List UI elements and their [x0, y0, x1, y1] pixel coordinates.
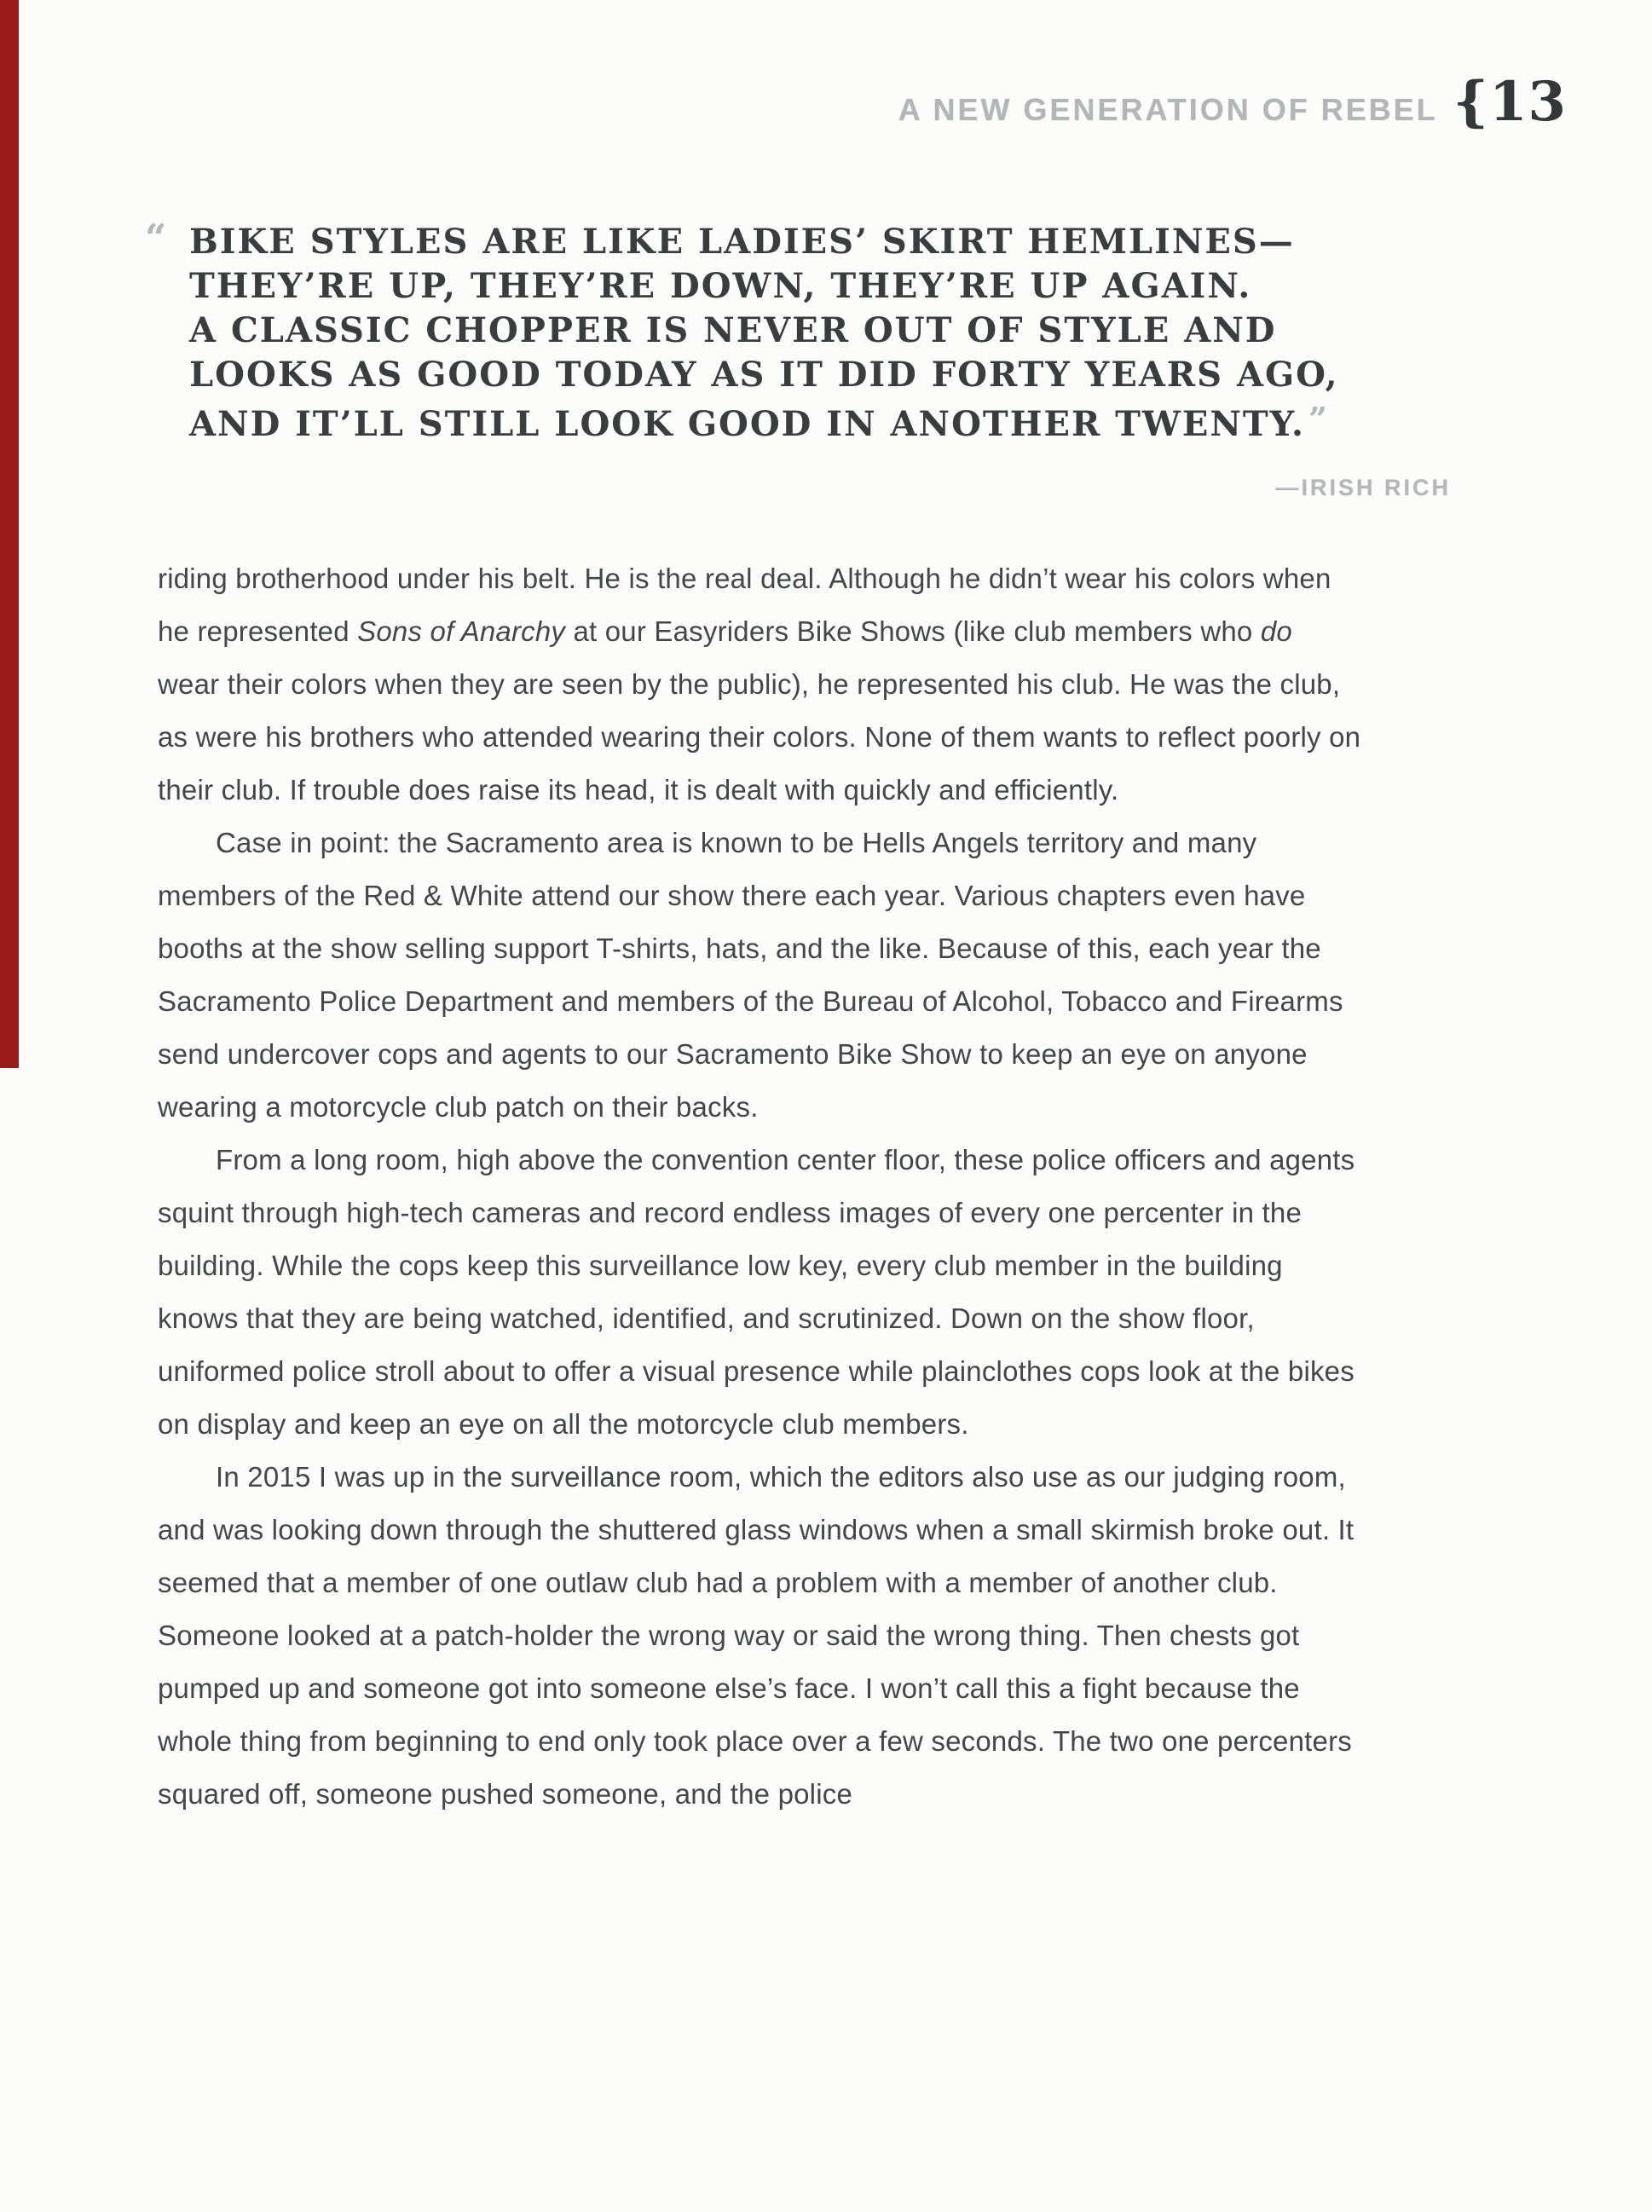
close-quote-mark: ” — [1308, 400, 1329, 438]
pull-quote-text: BIKE STYLES ARE LIKE LADIES’ SKIRT HEMLINES— — [189, 222, 1295, 262]
body-text-italic: do — [1260, 615, 1292, 647]
pull-quote-line — [189, 353, 1451, 397]
body-text-run: In 2015 I was up in the surveillance room, which the editors also use as our judging room, and was looking down through the shuttered glass windows when a small skirmish broke out. It seemed that a member of one outlaw club had a problem with a member of another club. Someone looked at a patch-holder the wrong way or said the wrong thing. Then chests got pumped up and someone got into someone else’s face. I won’t call this a fight because the whole thing from beginning to end only took place over a few seconds. The two one percenters squared off, someone pushed someone, and the police — [158, 1461, 1355, 1810]
body-text — [158, 552, 1361, 1821]
pull-quote-line — [189, 264, 1451, 309]
body-text-run: at our Easyriders Bike Shows (like club members who — [565, 615, 1261, 647]
body-paragraph — [158, 552, 1361, 817]
pull-quote-text: THEY’RE UP, THEY’RE DOWN, THEY’RE UP AGAIN. — [189, 266, 1252, 306]
body-text-italic: Sons of Anarchy — [357, 615, 566, 647]
pull-quote-line — [189, 309, 1451, 353]
running-title: A NEW GENERATION OF REBEL — [898, 92, 1438, 127]
pull-quote-text: AND IT’LL STILL LOOK GOOD IN ANOTHER TWENTY. — [189, 404, 1305, 444]
pull-quote-text: LOOKS AS GOOD TODAY AS IT DID FORTY YEARS AGO, — [189, 355, 1339, 395]
left-accent-bar — [0, 0, 19, 1068]
body-text-run: riding brotherhood under his belt. He is the real deal. Although he didn’t wear his colors when he represented — [158, 563, 1331, 647]
page-number: {13 — [1453, 70, 1567, 134]
body-paragraph — [158, 1451, 1361, 1821]
open-quote-mark: “ — [145, 217, 169, 260]
pull-quote-text: A CLASSIC CHOPPER IS NEVER OUT OF STYLE AND — [189, 310, 1277, 350]
body-text-run: wear their colors when they are seen by the public), he represented his club. He was the club, as were his brothers who attended wearing their colors. None of them wants to reflect poorly on their club. If trouble does raise its head, it is dealt with quickly and efficiently. — [158, 668, 1361, 806]
body-text-run: Case in point: the Sacramento area is known to be Hells Angels territory and many members of the Red & White attend our show there each year. Various chapters even have booths at the show selling support T-shirts, hats, and the like. Because of this, each year the Sacramento Police Department and members of the Bureau of Alcohol, Tobacco and Firearms send undercover cops and agents to our Sacramento Bike Show to keep an eye on anyone wearing a motorcycle club patch on their backs. — [158, 827, 1343, 1123]
pull-quote — [145, 217, 1451, 510]
body-paragraph — [158, 1134, 1361, 1451]
running-header — [898, 70, 1567, 134]
quote-attribution: —IRISH RICH — [1275, 475, 1451, 500]
pull-quote-line — [189, 397, 1451, 447]
pull-quote-line — [189, 220, 1451, 264]
body-text-run: From a long room, high above the convention center floor, these police officers and agents squint through high-tech cameras and record endless images of every one percenter in the building. While the cops keep this surveillance low key, every club member in the building knows that they are being watched, identified, and scrutinized. Down on the show floor, uniformed police stroll about to offer a visual presence while plainclothes cops look at the bikes on display and keep an eye on all the motorcycle club members. — [158, 1144, 1355, 1440]
body-paragraph — [158, 817, 1361, 1134]
